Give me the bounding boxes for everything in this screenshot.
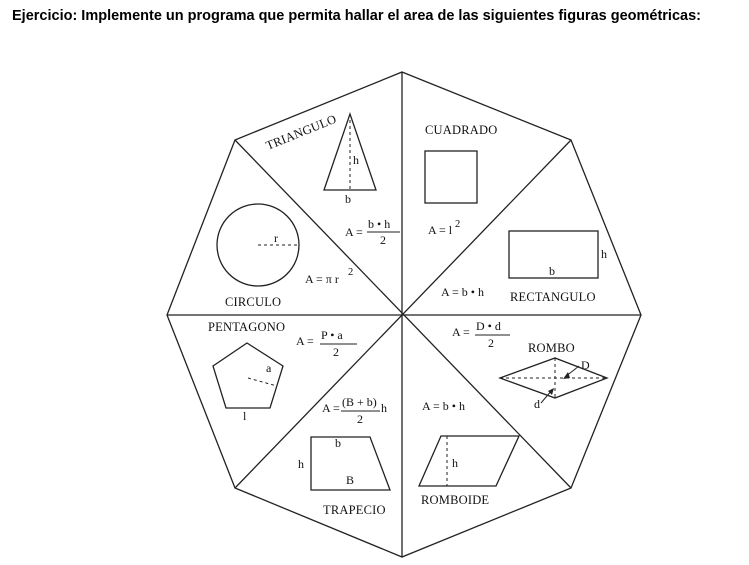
section-triangulo [264,112,400,247]
pentagono-formula-den: 2 [333,345,339,359]
rectangulo-h-label: h [601,247,607,261]
triangulo-h-label: h [353,153,359,167]
pentagon-apothem-line [248,378,277,386]
cuadrado-formula: A = l [428,223,453,237]
rectangulo-formula: A = b • h [441,285,484,299]
pentagon-shape [213,343,283,408]
circulo-r-label: r [274,231,278,245]
trapecio-formula-h: h [381,401,387,415]
rombo-D-label: D [581,358,590,372]
triangulo-formula-num: b • h [368,217,391,231]
trapecio-formula-num: (B + b) [342,395,377,409]
section-circulo [217,204,353,309]
rombo-title: ROMBO [528,341,575,355]
rombo-formula-den: 2 [488,336,494,350]
romboide-formula: A = b • h [422,399,465,413]
rhomboid-shape [419,436,519,486]
square-shape [425,151,477,203]
trapecio-title: TRAPECIO [323,503,386,517]
circulo-exponent: 2 [348,267,354,278]
romboide-title: ROMBOIDE [421,493,490,507]
section-rectangulo [441,231,607,304]
pentagono-formula-A: A = [296,334,314,348]
trapecio-formula-A: A = [322,401,340,415]
rombo-formula-num: D • d [476,319,501,333]
cuadrado-title: CUADRADO [425,123,498,137]
trapecio-h-label: h [298,457,304,471]
trapecio-B-label: B [346,473,355,487]
octagon-frame [167,72,641,557]
circulo-title: CIRCULO [225,295,282,309]
romboide-h-label: h [452,456,458,470]
section-trapecio [298,395,390,517]
triangulo-b-label: b [345,192,351,206]
trapecio-formula-den: 2 [357,412,363,426]
rectangulo-b-label: b [549,264,555,278]
circulo-formula: A = π r [305,272,339,286]
triangulo-formula-A: A = [345,225,363,239]
pentagono-formula-num: P • a [321,328,343,342]
section-rombo [452,319,607,411]
pentagono-title: PENTAGONO [208,320,286,334]
rombo-d-label: d [534,397,540,411]
cuadrado-exponent: 2 [455,219,461,230]
triangulo-title: TRIANGULO [263,111,339,153]
pentagono-l-label: l [243,409,247,423]
section-romboide [419,399,519,507]
rombo-formula-A: A = [452,325,470,339]
section-cuadrado [425,123,497,237]
rectangulo-title: RECTANGULO [510,290,596,304]
exercise-heading: Ejercicio: Implemente un programa que permita hallar el area de las siguientes figuras geométricas: [12,8,701,24]
rhombus-D-arrowhead [563,372,570,379]
triangulo-formula-den: 2 [380,233,386,247]
pentagono-a-label: a [266,361,272,375]
trapecio-b-label: b [335,436,341,450]
